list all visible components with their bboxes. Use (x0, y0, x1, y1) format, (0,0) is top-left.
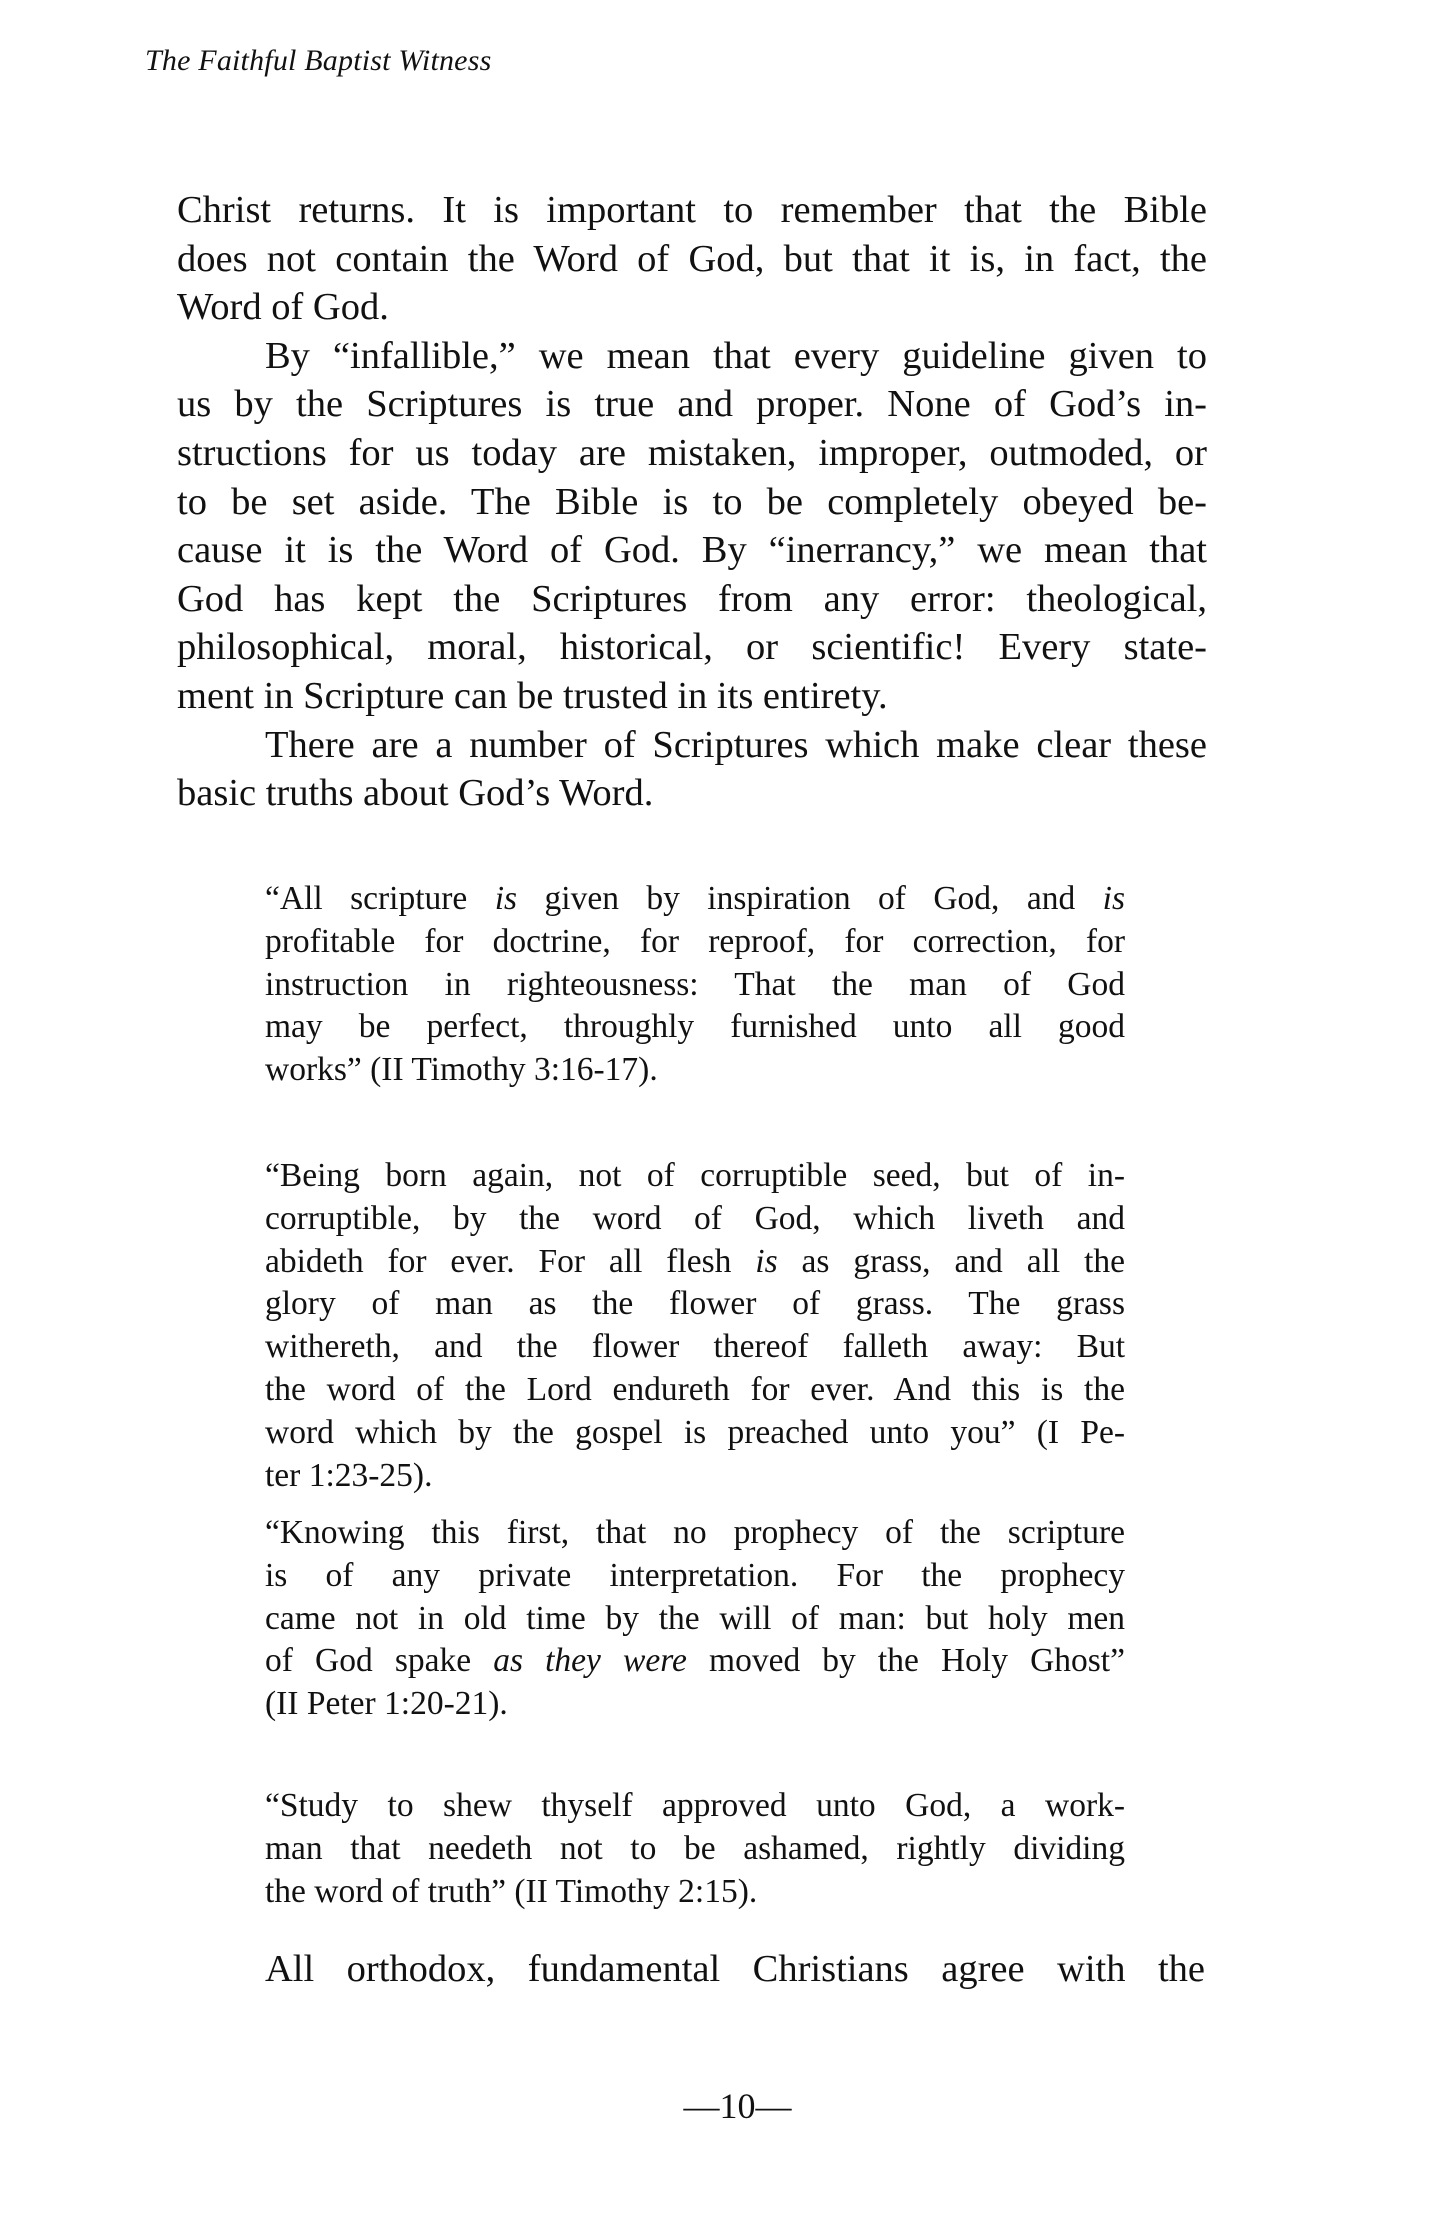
text-line: structions for us today are mistaken, improper, outmoded, or (177, 431, 1207, 474)
scripture-quote-ii-timothy-2-15 (265, 1785, 1125, 1913)
quote-line (265, 1785, 1125, 1828)
text-run: “Knowing this first, that no prophecy of the scripture (265, 1514, 1125, 1551)
text-run: man that needeth not to be ashamed, rightly dividing (265, 1829, 1125, 1867)
text-run: abideth for ever. For all flesh (265, 1242, 756, 1280)
quote-line (265, 1455, 1125, 1498)
text-run: “Being born again, not of corruptible seed, but of in- (265, 1157, 1125, 1194)
text-run: (II Peter 1:20-21). (265, 1685, 508, 1723)
text-line: God has kept the Scriptures from any error: theological, (177, 577, 1207, 620)
closing-paragraph (265, 1945, 1205, 1993)
text-line: All orthodox, fundamental Christians agree with the (265, 1948, 1205, 1990)
text-line: ment in Scripture can be trusted in its entirety. (177, 674, 888, 717)
quote-line (265, 1326, 1125, 1369)
scripture-quote-ii-timothy-3-16 (265, 878, 1125, 1092)
paragraph (177, 332, 1207, 721)
text-line: Christ returns. It is important to remember that the Bible (177, 189, 1207, 231)
text-run: given by inspiration of God, and (517, 880, 1103, 917)
paragraph (177, 186, 1207, 332)
text-run: word which by the gospel is preached unto you” (I Pe- (265, 1413, 1125, 1451)
quote-line (265, 1598, 1125, 1641)
text-line: us by the Scriptures is true and proper. None of God’s in- (177, 383, 1207, 426)
text-run: corruptible, by the word of God, which liveth and (265, 1199, 1125, 1237)
quote-line (265, 921, 1125, 964)
quote-line (265, 1871, 1125, 1914)
italic-run: is (755, 1242, 778, 1280)
quote-line (265, 1155, 1125, 1198)
running-head: The Faithful Baptist Witness (145, 44, 492, 77)
scripture-quote-ii-peter-1-20 (265, 1512, 1125, 1726)
text-line: By “infallible,” we mean that every guideline given to (265, 334, 1207, 377)
italic-run: is (1102, 880, 1125, 917)
text-line: to be set aside. The Bible is to be completely obeyed be- (177, 480, 1207, 523)
quote-line (265, 1512, 1125, 1555)
text-run: withereth, and the flower thereof falleth away: But (265, 1328, 1125, 1366)
text-run: the word of truth” (II Timothy 2:15). (265, 1872, 758, 1910)
text-line: does not contain the Word of God, but that it is, in fact, the (177, 237, 1207, 280)
text-line: Word of God. (177, 286, 389, 329)
paragraph (177, 721, 1207, 818)
text-run: moved by the Holy Ghost” (686, 1642, 1125, 1680)
quote-line (265, 1683, 1125, 1726)
text-run: as grass, and all the (777, 1242, 1125, 1280)
text-line: philosophical, moral, historical, or scientific! Every state- (177, 626, 1207, 669)
text-run: profitable for doctrine, for reproof, for correction, for (265, 922, 1125, 960)
text-run: came not in old time by the will of man: but holy men (265, 1599, 1125, 1637)
text-run: “All scripture (265, 880, 495, 917)
text-run: may be perfect, throughly furnished unto all good (265, 1008, 1125, 1046)
text-run: ter 1:23-25). (265, 1456, 433, 1494)
quote-line (265, 878, 1125, 921)
quote-line (265, 1241, 1125, 1284)
quote-line (265, 1555, 1125, 1598)
quote-line (265, 1198, 1125, 1241)
text-run: of God spake (265, 1642, 494, 1680)
text-run: instruction in righteousness: That the man of God (265, 965, 1125, 1003)
quote-line (265, 1006, 1125, 1049)
page-number: —10— (683, 2086, 792, 2126)
text-run: is of any private interpretation. For the prophecy (265, 1556, 1125, 1594)
text-run: “Study to shew thyself approved unto God, a work- (265, 1787, 1125, 1824)
quote-line (265, 964, 1125, 1007)
text-run: the word of the Lord endureth for ever. And this is the (265, 1370, 1125, 1408)
quote-line (265, 1049, 1125, 1092)
text-line: basic truths about God’s Word. (177, 772, 654, 815)
quote-line (265, 1828, 1125, 1871)
text-line: cause it is the Word of God. By “inerrancy,” we mean that (177, 529, 1207, 572)
italic-run: is (494, 880, 518, 917)
body-text (177, 186, 1207, 818)
text-line: There are a number of Scriptures which make clear these (265, 723, 1207, 766)
scripture-quote-i-peter-1-23 (265, 1155, 1125, 1497)
quote-line (265, 1283, 1125, 1326)
quote-line (265, 1412, 1125, 1455)
quote-line (265, 1640, 1125, 1683)
italic-run: as they were (493, 1642, 687, 1680)
text-run: works” (II Timothy 3:16-17). (265, 1051, 658, 1089)
text-run: glory of man as the flower of grass. The grass (265, 1285, 1125, 1323)
quote-line (265, 1369, 1125, 1412)
